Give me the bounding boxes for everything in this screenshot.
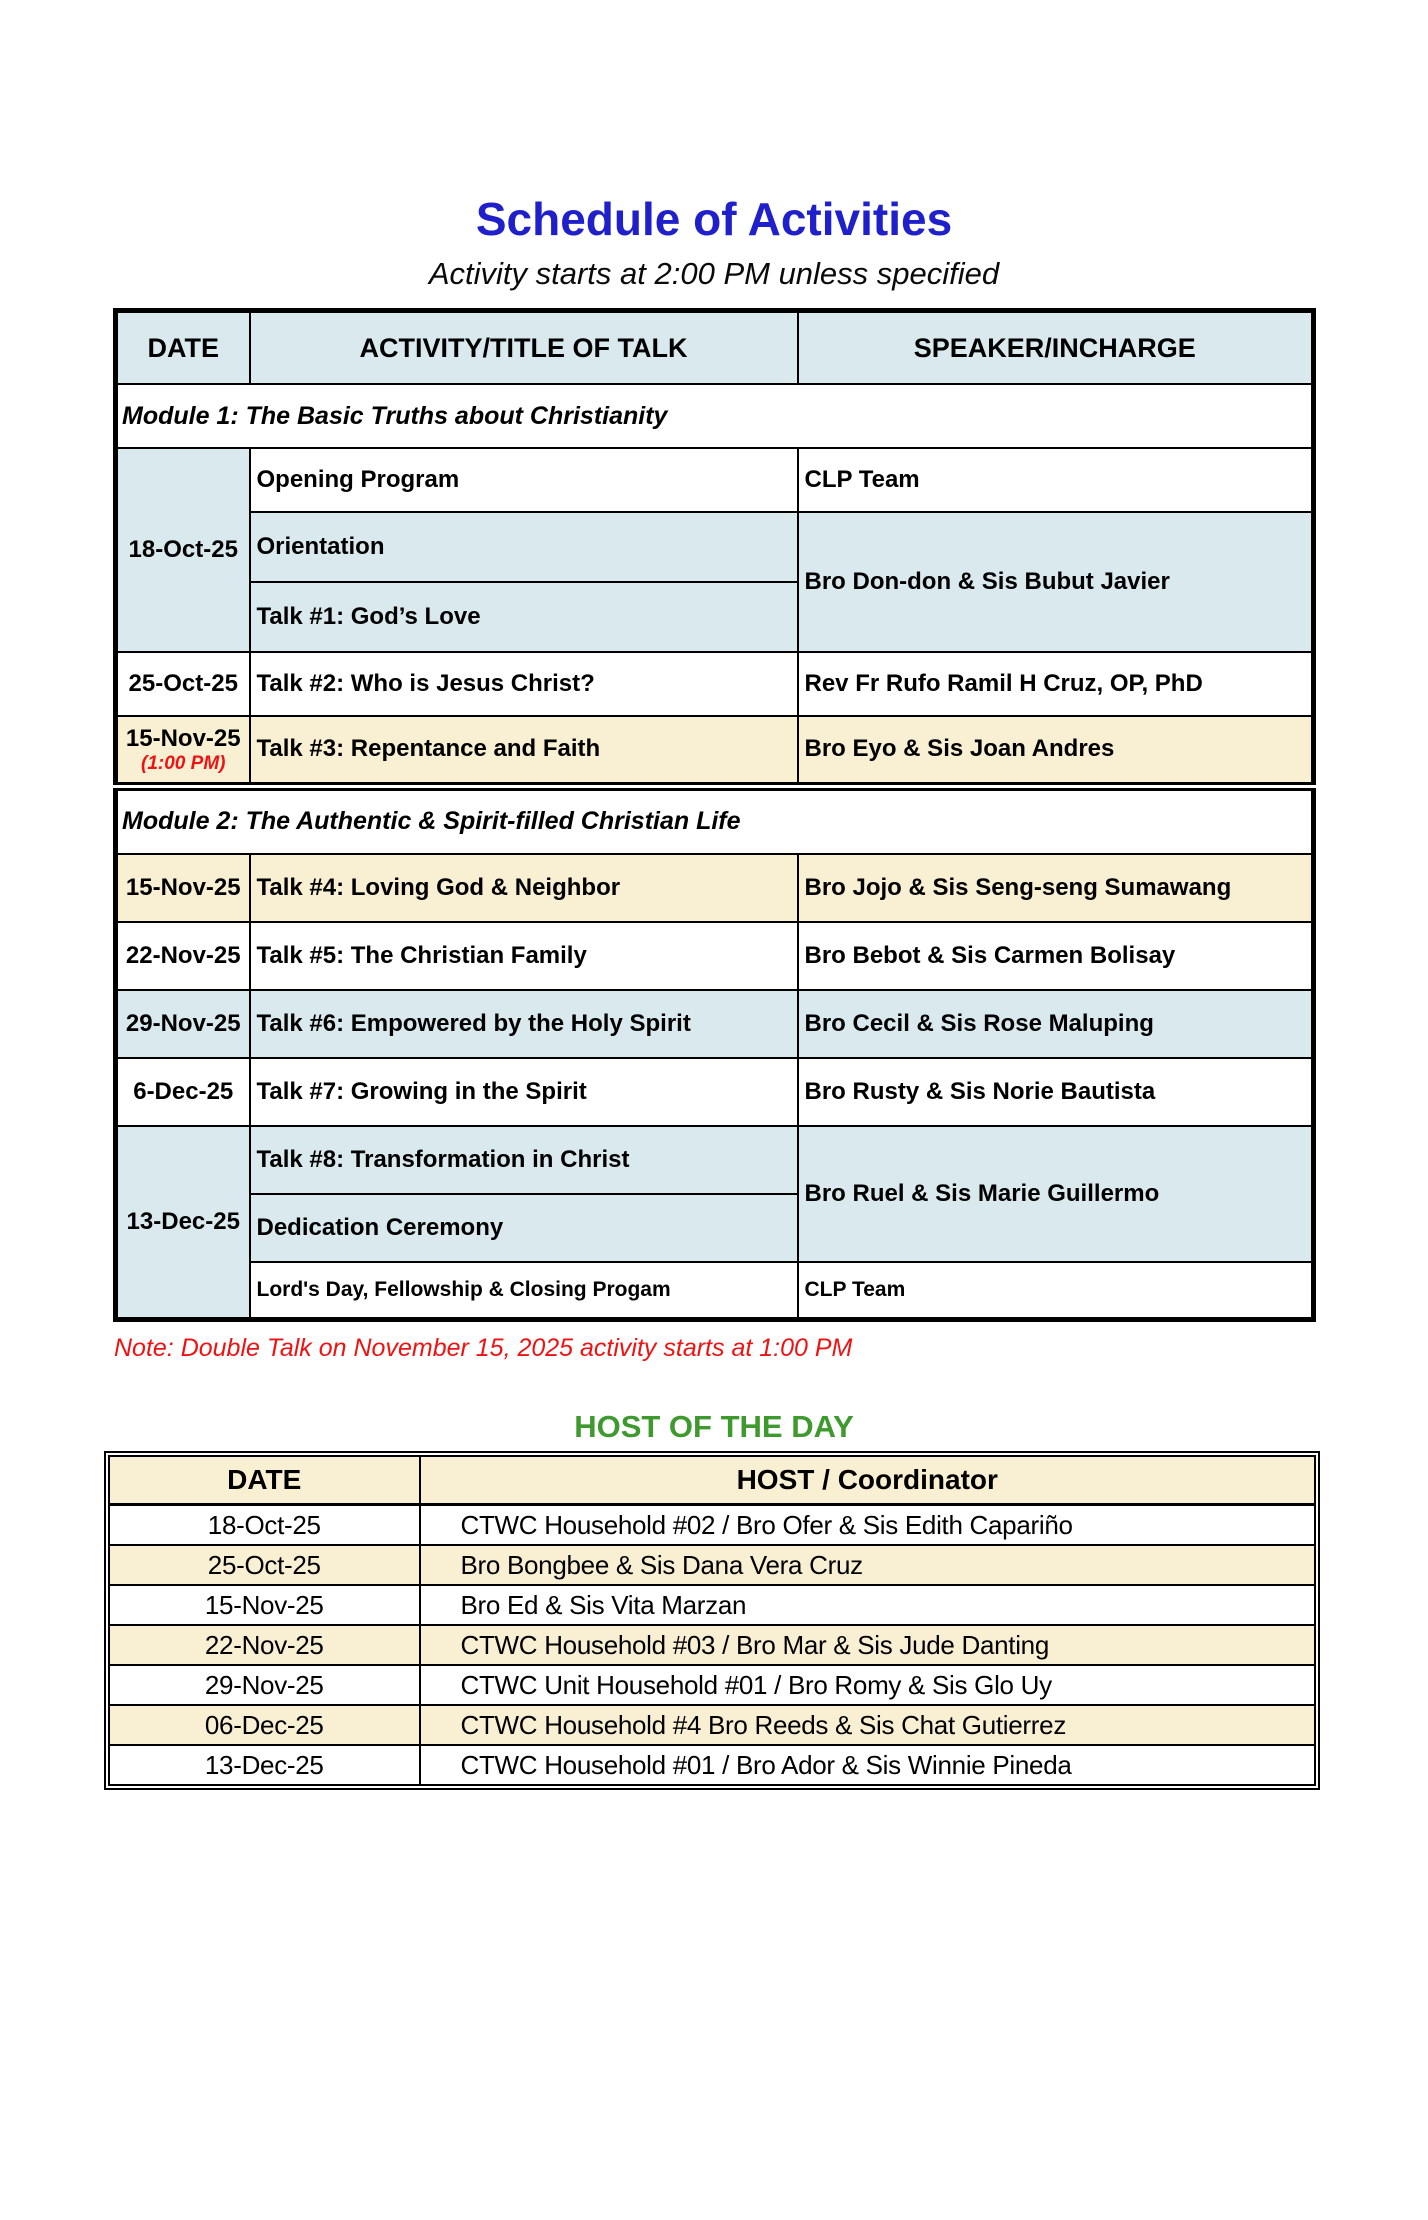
activity-cell-talk5: Talk #5: The Christian Family (250, 922, 798, 990)
table-row (116, 652, 1314, 716)
host-coordinator-cell: CTWC Household #03 / Bro Mar & Sis Jude Danting (420, 1625, 1316, 1665)
date-text: 15-Nov-25 (125, 724, 241, 752)
host-table (108, 1455, 1316, 1786)
speaker-cell-bolisay: Bro Bebot & Sis Carmen Bolisay (798, 922, 1314, 990)
table-row (116, 1058, 1314, 1126)
page-subtitle: Activity starts at 2:00 PM unless specified (428, 256, 1000, 291)
date-cell-15nov: 15-Nov-25 (116, 854, 250, 922)
date-cell-18oct: 18-Oct-25 (116, 448, 250, 652)
speaker-cell-sumawang: Bro Jojo & Sis Seng-seng Sumawang (798, 854, 1314, 922)
host-row (109, 1665, 1315, 1705)
host-coordinator-cell: CTWC Household #01 / Bro Ador & Sis Winnie Pineda (420, 1745, 1316, 1785)
table-row (116, 716, 1314, 786)
speaker-cell-clp-team-2: CLP Team (798, 1262, 1314, 1320)
host-of-the-day-heading: HOST OF THE DAY (574, 1409, 854, 1444)
activity-cell-talk6: Talk #6: Empowered by the Holy Spirit (250, 990, 798, 1058)
activity-cell-opening: Opening Program (250, 448, 798, 512)
speaker-cell-guillermo: Bro Ruel & Sis Marie Guillermo (798, 1126, 1314, 1262)
host-date-cell: 25-Oct-25 (109, 1545, 420, 1585)
header-speaker: SPEAKER/INCHARGE (798, 311, 1314, 385)
date-cell-22nov: 22-Nov-25 (116, 922, 250, 990)
host-row (109, 1625, 1315, 1665)
header-date: DATE (116, 311, 250, 385)
activity-cell-talk7: Talk #7: Growing in the Spirit (250, 1058, 798, 1126)
host-header-date: DATE (109, 1456, 420, 1505)
schedule-note: Note: Double Talk on November 15, 2025 activity starts at 1:00 PM (114, 1334, 853, 1362)
activity-cell-dedication: Dedication Ceremony (250, 1194, 798, 1262)
table-row (116, 1126, 1314, 1194)
host-coordinator-cell: CTWC Unit Household #01 / Bro Romy & Sis Glo Uy (420, 1665, 1316, 1705)
table-row (116, 854, 1314, 922)
host-date-cell: 22-Nov-25 (109, 1625, 420, 1665)
host-coordinator-cell: Bro Bongbee & Sis Dana Vera Cruz (420, 1545, 1316, 1585)
activity-cell-talk8: Talk #8: Transformation in Christ (250, 1126, 798, 1194)
date-cell-25oct: 25-Oct-25 (116, 652, 250, 716)
page-title: Schedule of Activities (475, 193, 953, 245)
activity-cell-orientation: Orientation (250, 512, 798, 582)
host-header-row (109, 1456, 1315, 1505)
schedule-header-row (116, 311, 1314, 385)
host-header-coordinator: HOST / Coordinator (420, 1456, 1316, 1505)
host-row (109, 1545, 1315, 1585)
activity-cell-talk1: Talk #1: God’s Love (250, 582, 798, 652)
module-1-label: Module 1: The Basic Truths about Christianity (116, 384, 1314, 448)
host-date-cell: 15-Nov-25 (109, 1585, 420, 1625)
module-1-row (116, 384, 1314, 448)
time-note: (1:00 PM) (141, 752, 226, 774)
table-row (116, 512, 1314, 582)
activity-cell-lords-day: Lord's Day, Fellowship & Closing Progam (250, 1262, 798, 1320)
date-cell-13dec: 13-Dec-25 (116, 1126, 250, 1320)
speaker-cell-clp-team: CLP Team (798, 448, 1314, 512)
activity-cell-talk3: Talk #3: Repentance and Faith (250, 716, 798, 786)
date-cell-29nov: 29-Nov-25 (116, 990, 250, 1058)
table-row (116, 990, 1314, 1058)
host-row (109, 1705, 1315, 1745)
date-cell-15nov-double (116, 716, 250, 786)
activity-cell-talk2: Talk #2: Who is Jesus Christ? (250, 652, 798, 716)
host-row (109, 1505, 1315, 1546)
table-row (116, 448, 1314, 512)
host-coordinator-cell: CTWC Household #02 / Bro Ofer & Sis Edith Capariño (420, 1505, 1316, 1546)
host-coordinator-cell: Bro Ed & Sis Vita Marzan (420, 1585, 1316, 1625)
host-date-cell: 13-Dec-25 (109, 1745, 420, 1785)
activity-cell-talk4: Talk #4: Loving God & Neighbor (250, 854, 798, 922)
speaker-cell-andres: Bro Eyo & Sis Joan Andres (798, 716, 1314, 786)
speaker-cell-bautista: Bro Rusty & Sis Norie Bautista (798, 1058, 1314, 1126)
host-date-cell: 18-Oct-25 (109, 1505, 420, 1546)
date-cell-6dec: 6-Dec-25 (116, 1058, 250, 1126)
host-row (109, 1585, 1315, 1625)
header-activity: ACTIVITY/TITLE OF TALK (250, 311, 798, 385)
module-2-label: Module 2: The Authentic & Spirit-filled Christian Life (116, 786, 1314, 854)
host-date-cell: 29-Nov-25 (109, 1665, 420, 1705)
table-row (116, 922, 1314, 990)
host-coordinator-cell: CTWC Household #4 Bro Reeds & Sis Chat Gutierrez (420, 1705, 1316, 1745)
speaker-cell-cruz: Rev Fr Rufo Ramil H Cruz, OP, PhD (798, 652, 1314, 716)
module-2-row (116, 786, 1314, 854)
table-row (116, 1262, 1314, 1320)
schedule-table (113, 308, 1316, 1322)
host-row (109, 1745, 1315, 1785)
speaker-cell-javier: Bro Don-don & Sis Bubut Javier (798, 512, 1314, 652)
speaker-cell-maluping: Bro Cecil & Sis Rose Maluping (798, 990, 1314, 1058)
host-date-cell: 06-Dec-25 (109, 1705, 420, 1745)
